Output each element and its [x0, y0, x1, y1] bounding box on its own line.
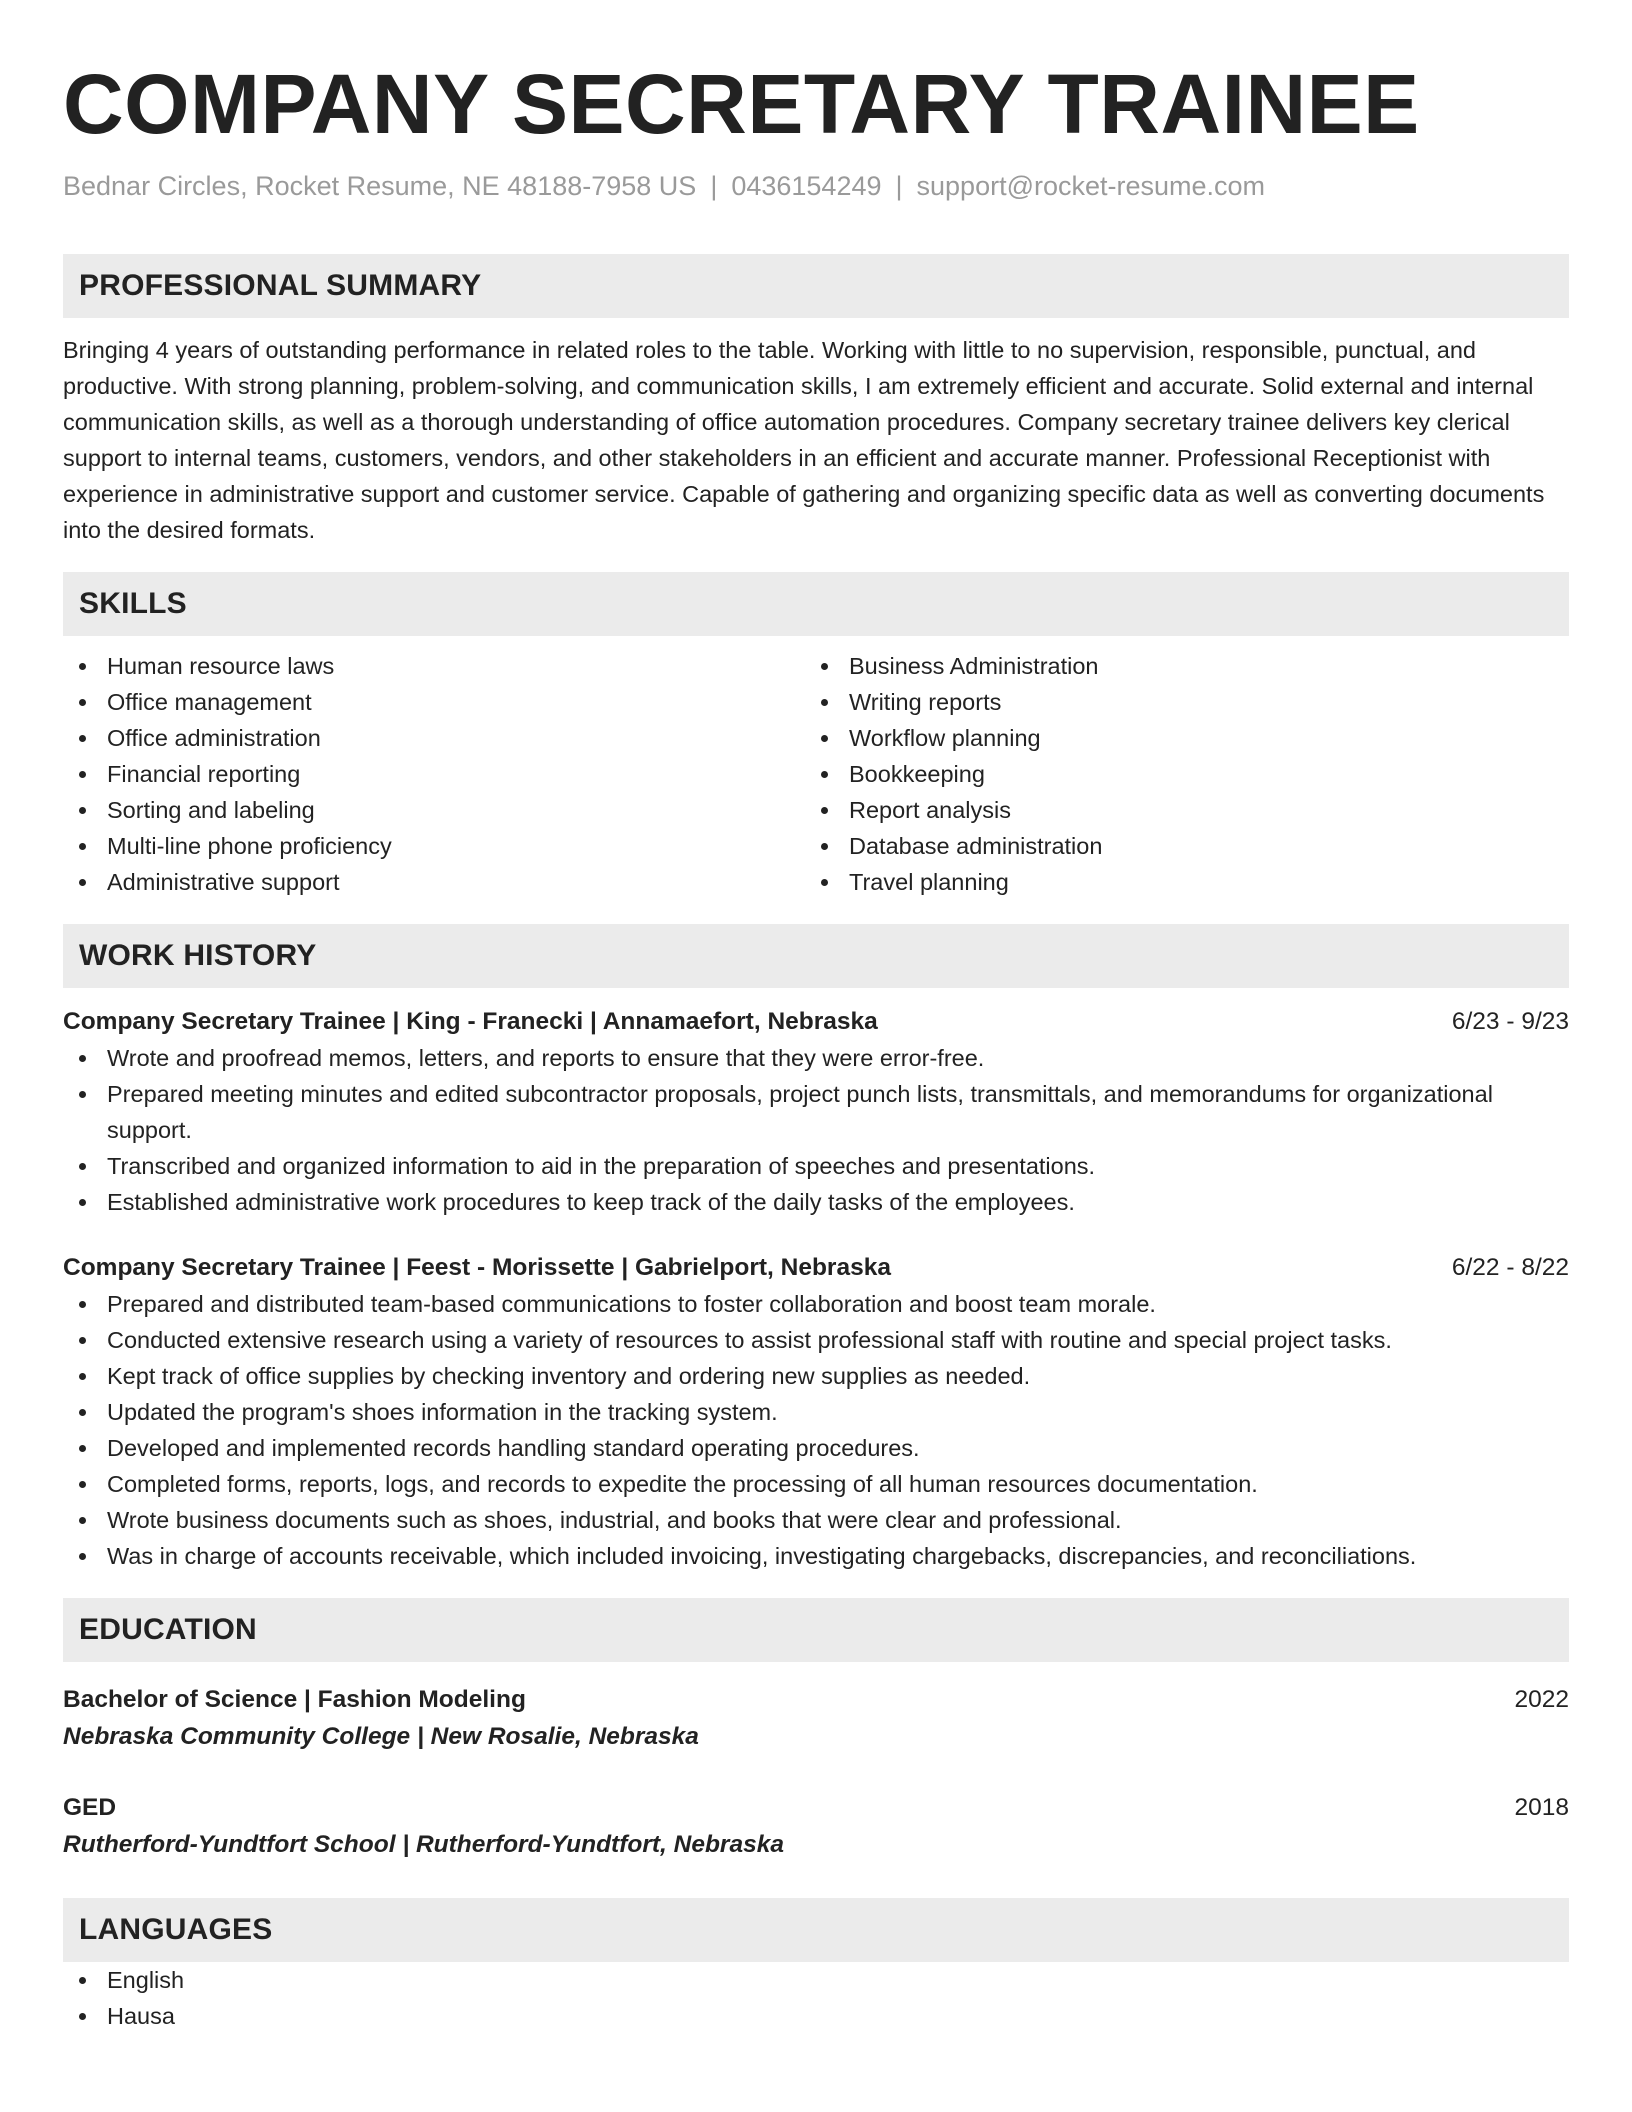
- job-heading: [63, 1250, 1569, 1286]
- language-item: English: [63, 1962, 1569, 1998]
- job-title: Company Secretary Trainee | Feest - Morissette | Gabrielport, Nebraska: [63, 1254, 891, 1281]
- resume-title: COMPANY SECRETARY TRAINEE: [63, 57, 1420, 151]
- contact-separator: |: [895, 171, 903, 201]
- job-duty: Was in charge of accounts receivable, which included invoicing, investigating chargebacks, discrepancies, and reconciliations.: [63, 1538, 1569, 1574]
- skill-item: Workflow planning: [805, 720, 1547, 756]
- education-entry: [63, 1790, 1569, 1864]
- skill-item: Sorting and labeling: [63, 792, 805, 828]
- job-duty: Prepared meeting minutes and edited subcontractor proposals, project punch lists, transmittals, and memorandums for organizational support.: [63, 1076, 1569, 1148]
- skills-column-right: [805, 648, 1547, 900]
- job-duty: Developed and implemented records handling standard operating procedures.: [63, 1430, 1569, 1466]
- graduation-year: 2018: [1514, 1794, 1569, 1821]
- address: Bednar Circles, Rocket Resume, NE 48188-7958 US: [63, 171, 697, 201]
- skill-item: Administrative support: [63, 864, 805, 900]
- section-header-summary: PROFESSIONAL SUMMARY: [63, 254, 1569, 318]
- job-dates: 6/22 - 8/22: [1451, 1254, 1569, 1281]
- job-title: Company Secretary Trainee | King - Franecki | Annamaefort, Nebraska: [63, 1008, 878, 1035]
- email-link[interactable]: support@rocket-resume.com: [916, 171, 1266, 201]
- skill-item: Office administration: [63, 720, 805, 756]
- contact-separator: |: [710, 171, 718, 201]
- job-duties: [63, 1040, 1569, 1220]
- skill-item: Report analysis: [805, 792, 1547, 828]
- education-entry: [63, 1682, 1569, 1756]
- skill-item: Business Administration: [805, 648, 1547, 684]
- job-heading: [63, 1004, 1569, 1040]
- education-heading: [63, 1682, 1569, 1718]
- degree: Bachelor of Science | Fashion Modeling: [63, 1686, 526, 1713]
- job-duty: Transcribed and organized information to aid in the preparation of speeches and presentations.: [63, 1148, 1569, 1184]
- summary-text: Bringing 4 years of outstanding performance in related roles to the table. Working with little to no supervision, responsible, punctual, and productive. With strong planning, problem-solving, and communication skills, I am extremely efficient and accurate. Solid external and internal communication skills, as well as a thorough understanding of office automation procedures. Company secretary trainee delivers key clerical support to internal teams, customers, vendors, and other stakeholders in an efficient and accurate manner. Professional Receptionist with experience in administrative support and customer service. Capable of gathering and organizing specific data as well as converting documents into the desired formats.: [63, 337, 1545, 543]
- section-header-skills: SKILLS: [63, 572, 1569, 636]
- contact-line: [63, 168, 1569, 204]
- skill-item: Database administration: [805, 828, 1547, 864]
- job-duty: Kept track of office supplies by checking inventory and ordering new supplies as needed.: [63, 1358, 1569, 1394]
- degree: GED: [63, 1794, 117, 1821]
- education-heading: [63, 1790, 1569, 1826]
- section-header-languages: LANGUAGES: [63, 1898, 1569, 1962]
- job-duty: Wrote business documents such as shoes, industrial, and books that were clear and professional.: [63, 1502, 1569, 1538]
- languages-list: [63, 1962, 1569, 2034]
- skill-item: Financial reporting: [63, 756, 805, 792]
- job-duty: Updated the program's shoes information in the tracking system.: [63, 1394, 1569, 1430]
- job-duty: Completed forms, reports, logs, and records to expedite the processing of all human resources documentation.: [63, 1466, 1569, 1502]
- skill-item: Writing reports: [805, 684, 1547, 720]
- skill-item: Travel planning: [805, 864, 1547, 900]
- school: Nebraska Community College | New Rosalie, Nebraska: [63, 1723, 699, 1750]
- skill-item: Office management: [63, 684, 805, 720]
- job-duty: Wrote and proofread memos, letters, and reports to ensure that they were error-free.: [63, 1040, 1569, 1076]
- job-dates: 6/23 - 9/23: [1451, 1008, 1569, 1035]
- school: Rutherford-Yundtfort School | Rutherford-Yundtfort, Nebraska: [63, 1831, 784, 1858]
- job-duty: Conducted extensive research using a variety of resources to assist professional staff with routine and special project tasks.: [63, 1322, 1569, 1358]
- skill-item: Bookkeeping: [805, 756, 1547, 792]
- language-item: Hausa: [63, 1998, 1569, 2034]
- skills-column-left: [63, 648, 805, 900]
- skill-item: Multi-line phone proficiency: [63, 828, 805, 864]
- job-duties: [63, 1286, 1569, 1574]
- job-duty: Prepared and distributed team-based communications to foster collaboration and boost team morale.: [63, 1286, 1569, 1322]
- job-duty: Established administrative work procedures to keep track of the daily tasks of the employees.: [63, 1184, 1569, 1220]
- section-header-education: EDUCATION: [63, 1598, 1569, 1662]
- section-header-work-history: WORK HISTORY: [63, 924, 1569, 988]
- skills-columns: [63, 648, 1569, 900]
- graduation-year: 2022: [1514, 1686, 1569, 1713]
- skill-item: Human resource laws: [63, 648, 805, 684]
- phone: 0436154249: [731, 171, 882, 201]
